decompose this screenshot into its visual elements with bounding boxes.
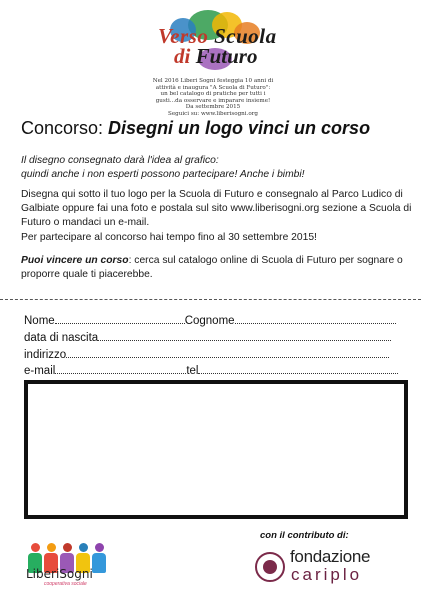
- nascita-field[interactable]: [98, 330, 391, 341]
- liberi-sogni-name: LiberiSogni: [26, 567, 93, 581]
- liberi-sogni-logo: [24, 527, 114, 587]
- intro-text: [128, 78, 298, 118]
- cognome-field[interactable]: [235, 313, 396, 324]
- indirizzo-label: indirizzo: [24, 349, 67, 361]
- intro-line: gusti...da osservare e imparare insieme!: [155, 97, 271, 104]
- email-field[interactable]: [55, 363, 186, 374]
- intro-line: attività e inaugura "A Scuola di Futuro":: [155, 84, 271, 91]
- cut-line: [0, 299, 421, 300]
- form-row-birth: [24, 330, 391, 344]
- cariplo-seal-icon: [255, 552, 285, 582]
- fondazione-text: fondazione: [290, 547, 371, 566]
- liberi-sogni-subtitle: cooperativa sociale: [44, 581, 87, 587]
- email-label: e-mail: [24, 365, 56, 377]
- prize-text: : cerca sul catalogo online di Scuola di Futuro per sognare o proporre quale ti piacerebbe.: [21, 255, 403, 281]
- drawing-area[interactable]: [24, 380, 408, 519]
- logo-line-2: di Futuro: [174, 44, 258, 68]
- tel-field[interactable]: [198, 363, 398, 374]
- prize-paragraph: [21, 254, 413, 282]
- prize-label: Puoi vincere un corso: [21, 255, 129, 266]
- title-prefix: Concorso:: [21, 118, 109, 138]
- deadline-paragraph: Per partecipare al concorso hai tempo fino al 30 settembre 2015!: [21, 231, 317, 243]
- title-main: Disegni un logo vinci un corso: [108, 118, 371, 138]
- cognome-label: Cognome: [184, 315, 235, 327]
- intro-line: un bel catalogo di pratiche per tutti i: [160, 91, 266, 98]
- tel-label: tel: [186, 365, 199, 377]
- nome-label: Nome: [24, 315, 55, 327]
- intro-line: Da settembre 2015: [185, 104, 241, 111]
- page-title: [21, 118, 370, 139]
- form-row-contact: [24, 363, 398, 377]
- indirizzo-field[interactable]: [66, 347, 389, 358]
- contribution-label: con il contributo di:: [260, 530, 349, 541]
- cariplo-text: cariplo: [291, 565, 363, 584]
- form-row-address: [24, 347, 389, 361]
- nome-field[interactable]: [55, 313, 185, 324]
- instructions: [21, 188, 413, 245]
- italic-line: Il disegno consegnato darà l'idea al grafico:: [21, 155, 219, 166]
- intro-line: Nel 2016 Liberi Sogni festeggia 10 anni di: [152, 78, 274, 84]
- instructions-paragraph: Disegna qui sotto il tuo logo per la Scuola di Futuro e consegnalo al Parco Ludico di Galbiate oppure fai una foto e postala sul sito www.liberisogni.org sezione a Scuola di Futuro o mandaci un e-mail.: [21, 189, 412, 229]
- logo-line-1: Verso Scuola: [158, 24, 277, 48]
- kid-figure: [92, 543, 106, 573]
- italic-line: quindi anche i non esperti possono partecipare! Anche i bimbi!: [21, 169, 305, 181]
- italic-note: [21, 154, 411, 182]
- scuola-di-futuro-logo: [148, 8, 278, 78]
- intro-line: Seguici su: www.liberisogni.org: [168, 110, 258, 117]
- form-row-name: [24, 313, 396, 327]
- nascita-label: data di nascita: [24, 332, 99, 344]
